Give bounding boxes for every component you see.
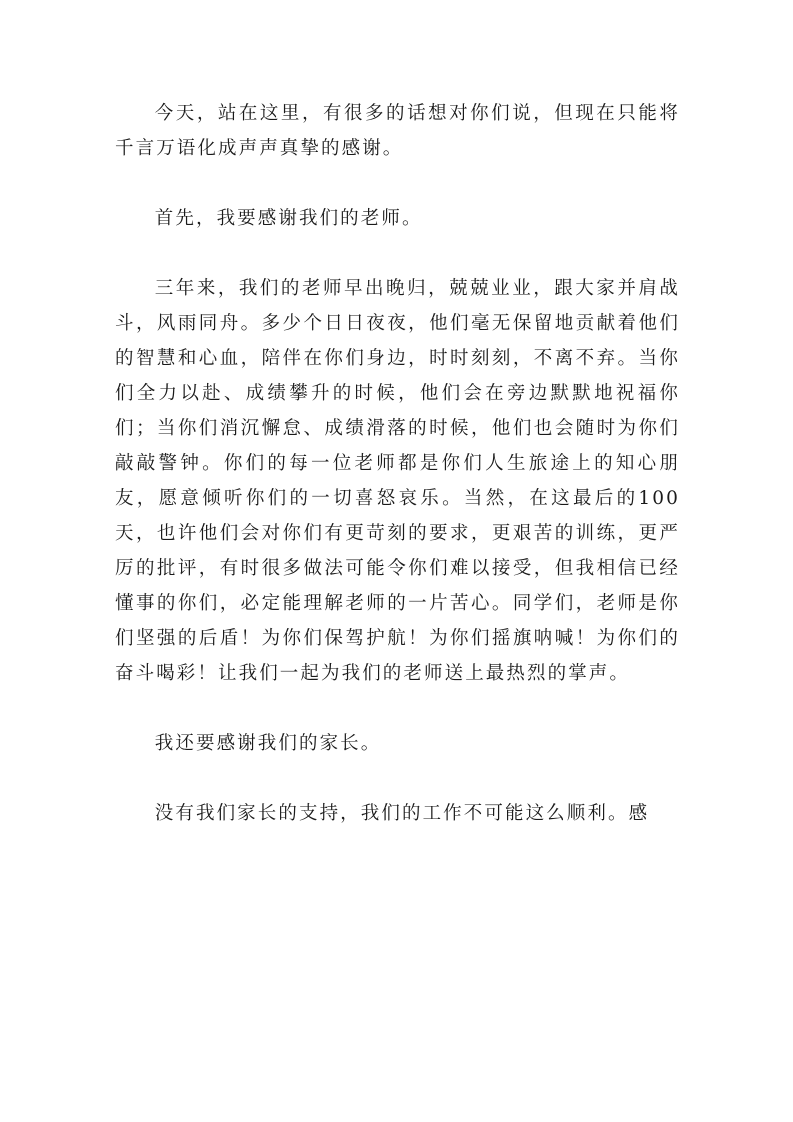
paragraph-thank-teachers-intro: 首先，我要感谢我们的老师。: [154, 208, 423, 229]
paragraph-parents-body: 没有我们家长的支持，我们的工作不可能这么顺利。感: [154, 803, 650, 824]
paragraph-gap: [115, 236, 680, 271]
paragraph-thank-parents-intro: 我还要感谢我们的家长。: [154, 733, 382, 754]
paragraph-gap: [115, 691, 680, 726]
paragraph-opening: 今天，站在这里，有很多的话想对你们说，但现在只能将千言万语化成声声真挚的感谢。: [115, 103, 680, 159]
paragraph-gap: [115, 166, 680, 201]
paragraph-teachers-body: 三年来，我们的老师早出晚归，兢兢业业，跟大家并肩战斗，风雨同舟。多少个日日夜夜，他们毫无保留地贡献着他们的智慧和心血，陪伴在你们身边，时时刻刻，不离不弃。当你们全力以赴、成绩攀升的时候，他们会在旁边默默地祝福你们；当你们消沉懈怠、成绩滑落的时候，他们也会随时为你们敲敲警钟。你们的每一位老师都是你们人生旅途上的知心朋友，愿意倾听你们的一切喜怒哀乐。当然，在这最后的100天，也许他们会对你们有更苛刻的要求，更艰苦的训练，更严厉的批评，有时很多做法可能令你们难以接受，但我相信已经懂事的你们，必定能理解老师的一片苦心。同学们，老师是你们坚强的后盾！为你们保驾护航！为你们摇旗呐喊！为你们的奋斗喝彩！让我们一起为我们的老师送上最热烈的掌声。: [115, 278, 680, 684]
paragraph-gap: [115, 761, 680, 796]
